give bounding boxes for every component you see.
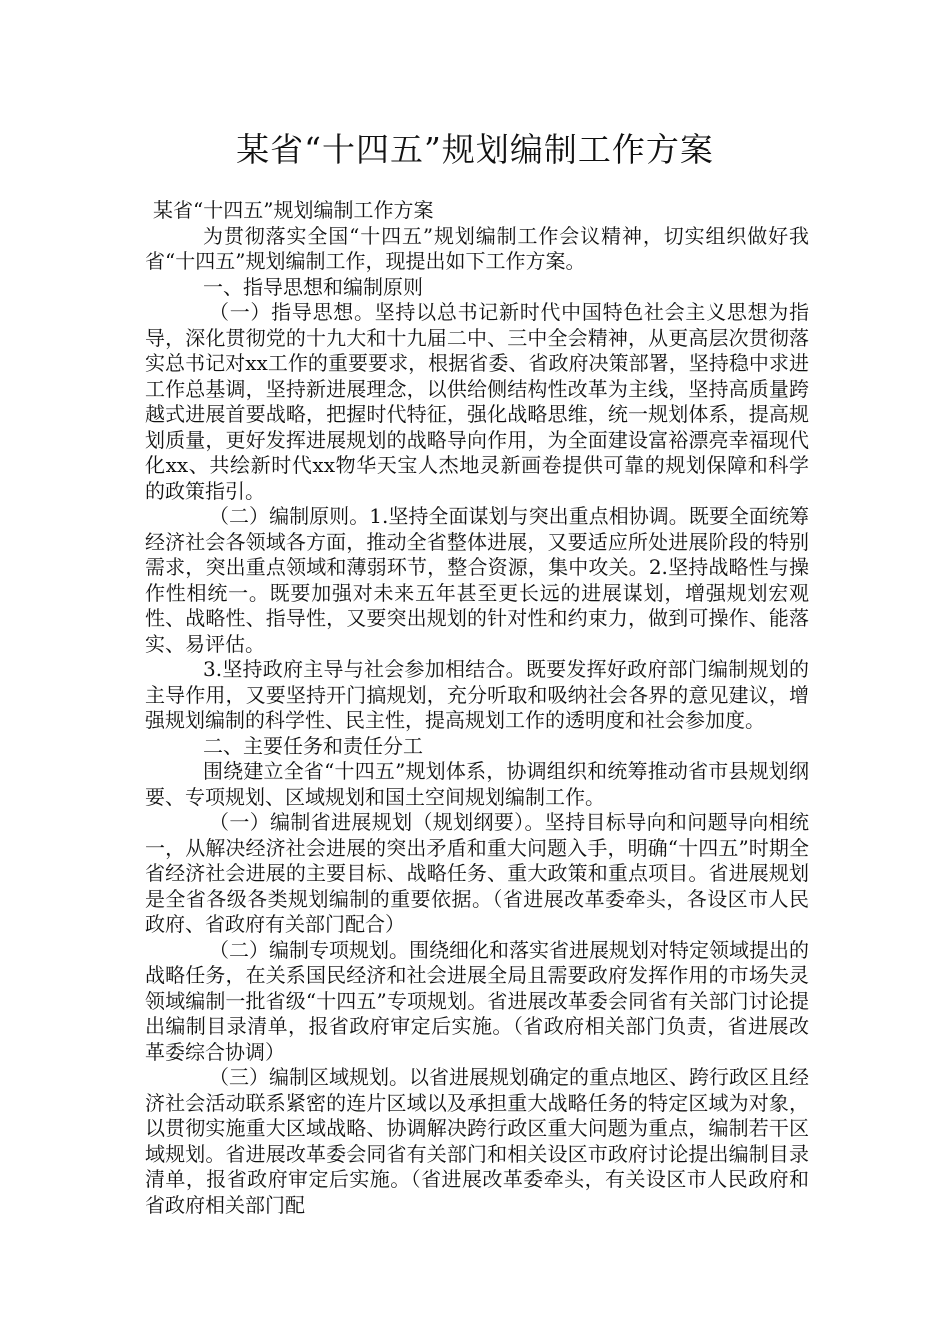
paragraph-provincial-plan: （一）编制省进展规划（规划纲要）。坚持目标导向和问题导向相统一，从解决经济社会进展的突出矛盾和重大问题入手，明确“十四五”时期全省经济社会进展的主要目标、战略任务、重大政策和重点项目。省进展规划是全省各级各类规划编制的重要依据。（省进展改革委牵头，各设区市人民政府、省政府有关部门配合） <box>145 810 809 936</box>
document-body <box>145 198 809 1218</box>
section-heading-2: 二、主要任务和责任分工 <box>203 733 423 758</box>
paragraph-regional-plans: （三）编制区域规划。以省进展规划确定的重点地区、跨行政区且经济社会活动联系紧密的连片区域以及承担重大战略任务的特定区域为对象，以贯彻实施重大区域战略、协调解决跨行政区重大问题为重点，编制若干区域规划。省进展改革委会同省有关部门和相关设区市政府讨论提出编制目录清单，报省政府审定后实施。（省进展改革委牵头，有关设区市人民政府和省政府相关部门配 <box>145 1065 809 1217</box>
doc-subtitle-line: 某省“十四五”规划编制工作方案 <box>153 198 434 222</box>
paragraph-special-plans: （二）编制专项规划。围绕细化和落实省进展规划对特定领域提出的战略任务，在关系国民经济和社会进展全局且需要政府发挥作用的市场失灵领域编制一批省级“十四五”专项规划。省进展改革委会同省有关部门讨论提出编制目录清单，报省政府审定后实施。（省政府相关部门负责，省进展改革委综合协调） <box>145 937 809 1064</box>
paragraph-principles: （二）编制原则。1.坚持全面谋划与突出重点相协调。既要全面统筹经济社会各领域各方面，推动全省整体进展，又要适应所处进展阶段的特别需求，突出重点领域和薄弱环节，整合资源，集中攻关。2.坚持战略性与操作性相统一。既要加强对未来五年甚至更长远的进展谋划，增强规划宏观性、战略性、指导性，又要突出规划的针对性和约束力，做到可操作、能落实、易评估。 <box>145 504 809 656</box>
document-title: 某省“十四五”规划编制工作方案 <box>236 130 714 169</box>
intro-paragraph: 为贯彻落实全国“十四五”规划编制工作会议精神，切实组织做好我省“十四五”规划编制工作，现提出如下工作方案。 <box>145 223 809 273</box>
paragraph-tasks-intro: 围绕建立全省“十四五”规划体系，协调组织和统筹推动省市县规划纲要、专项规划、区域规划和国土空间规划编制工作。 <box>145 759 809 809</box>
paragraph-guiding-thought: （一）指导思想。坚持以总书记新时代中国特色社会主义思想为指导，深化贯彻党的十九大和十九届二中、三中全会精神，从更高层次贯彻落实总书记对xx工作的重要要求，根据省委、省政府决策部署，坚持稳中求进工作总基调，坚持新进展理念，以供给侧结构性改革为主线，坚持高质量跨越式进展首要战略，把握时代特征，强化战略思维，统一规划体系，提高规划质量，更好发挥进展规划的战略导向作用，为全面建设富裕漂亮幸福现代化xx、共绘新时代xx物华天宝人杰地灵新画卷提供可靠的规划保障和科学的政策指引。 <box>145 300 809 503</box>
section-heading-1: 一、指导思想和编制原则 <box>203 274 423 299</box>
paragraph-principle-3: 3.坚持政府主导与社会参加相结合。既要发挥好政府部门编制规划的主导作用，又要坚持开门搞规划，充分听取和吸纳社会各界的意见建议，增强规划编制的科学性、民主性，提高规划工作的透明度和社会参加度。 <box>145 657 809 732</box>
